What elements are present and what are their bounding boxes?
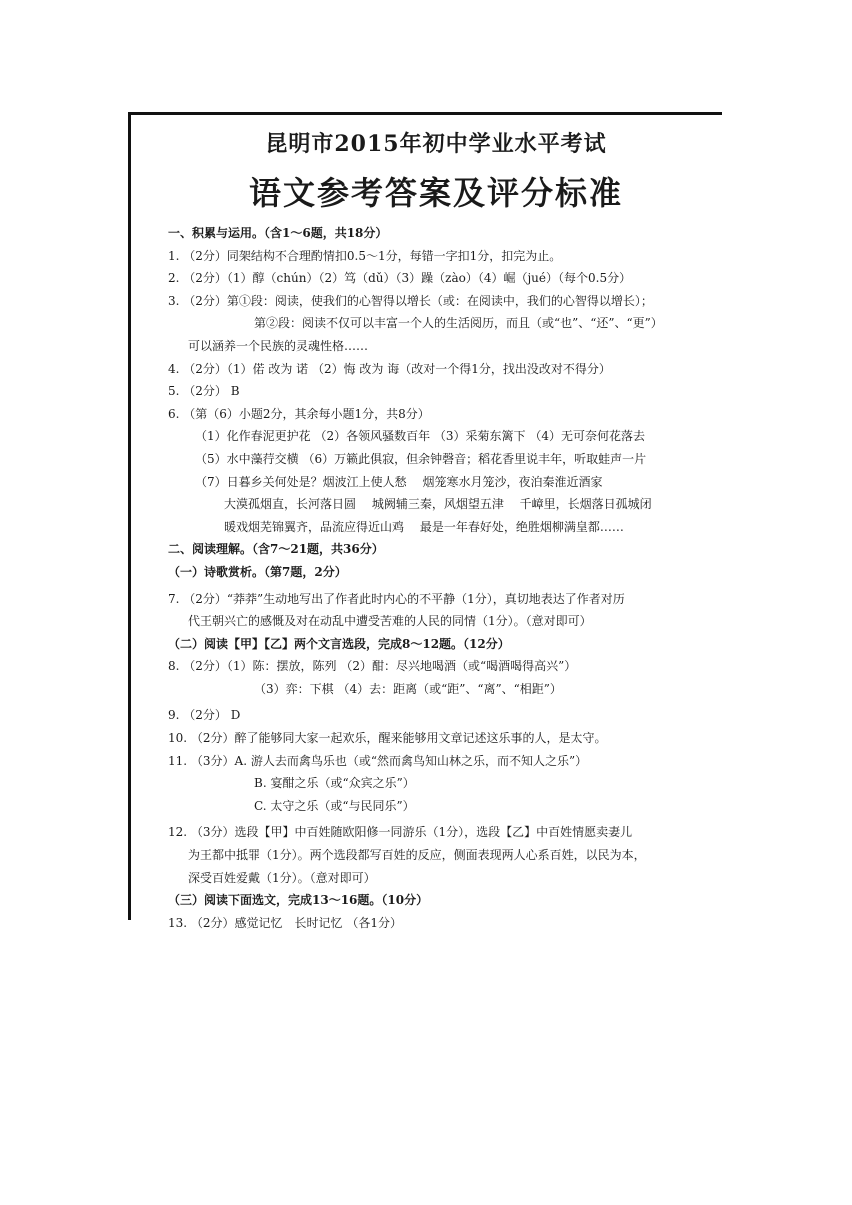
answer-line: 7. （2分）“莽莽”生动地写出了作者此时内心的不平静（1分），真切地表达了作者对历 bbox=[168, 591, 625, 606]
answer-line: B. 宴酣之乐（或“众宾之乐”） bbox=[254, 776, 415, 791]
subsection-heading: （二）阅读【甲】【乙】两个文言选段，完成8～12题。（12分） bbox=[168, 636, 510, 651]
document-title: 语文参考答案及评分标准 bbox=[248, 174, 623, 212]
answer-line: 5. （2分） B bbox=[168, 384, 240, 399]
left-rule bbox=[128, 112, 131, 920]
exam-title: 昆明市2015年初中学业水平考试 bbox=[265, 131, 607, 157]
section-heading: 二、阅读理解。（含7～21题，共36分） bbox=[168, 542, 384, 557]
answer-line: 暖戏烟芜锦翼齐，品流应得近山鸡 最是一年春好处，绝胜烟柳满皇都…… bbox=[224, 519, 624, 534]
subsection-heading: （一）诗歌赏析。（第7题，2分） bbox=[168, 564, 347, 579]
answer-line: 大漠孤烟直，长河落日圆 城阙辅三秦，风烟望五津 千嶂里，长烟落日孤城闭 bbox=[224, 497, 652, 512]
answer-line: 2. （2分）（1）醇（chún）（2）笃（dǔ）（3）躁（zào）（4）崛（jué）（每个0.5分） bbox=[168, 271, 632, 286]
top-rule bbox=[128, 112, 722, 115]
answer-line: （7）日暮乡关何处是？烟波江上使人愁 烟笼寒水月笼沙，夜泊秦淮近酒家 bbox=[195, 474, 603, 489]
answer-line: 11. （3分）A. 游人去而禽鸟乐也（或“然而禽鸟知山林之乐，而不知人之乐”） bbox=[168, 753, 588, 768]
answer-line: 可以涵养一个民族的灵魂性格…… bbox=[188, 338, 369, 353]
answer-line: 12. （3分）选段【甲】中百姓随欧阳修一同游乐（1分），选段【乙】中百姓情愿卖妻儿 bbox=[168, 825, 633, 840]
answer-line: 为王都中抵罪（1分）。两个选段都写百姓的反应，侧面表现两人心系百姓，以民为本， bbox=[188, 848, 646, 863]
answer-line: C. 太守之乐（或“与民同乐”） bbox=[254, 798, 415, 813]
answer-line: 10. （2分）醉了能够同大家一起欢乐，醒来能够用文章记述这乐事的人，是太守。 bbox=[168, 731, 607, 746]
subsection-heading: （三）阅读下面选文，完成13～16题。（10分） bbox=[168, 893, 429, 908]
answer-line: 深受百姓爱戴（1分）。（意对即可） bbox=[188, 870, 376, 885]
answer-line: 代王朝兴亡的感慨及对在动乱中遭受苦难的人民的同情（1分）。（意对即可） bbox=[188, 614, 592, 629]
answer-line: 9. （2分） D bbox=[168, 708, 241, 723]
answer-content bbox=[168, 222, 716, 934]
answer-line: 1. （2分）同架结构不合理酌情扣0.5～1分，每错一字扣1分，扣完为止。 bbox=[168, 248, 562, 263]
answer-line: （3）弈：下棋 （4）去：距离（或“距”、“离”、“相距”） bbox=[254, 681, 562, 696]
answer-line: 3. （2分）第①段：阅读，使我们的心智得以增长（或：在阅读中，我们的心智得以增长）； bbox=[168, 293, 653, 308]
answer-line: （1）化作春泥更护花 （2）各领风骚数百年 （3）采菊东篱下 （4）无可奈何花落去 bbox=[195, 429, 645, 444]
answer-line: 第②段：阅读不仅可以丰富一个人的生活阅历，而且（或“也”、“还”、“更”） bbox=[254, 316, 663, 331]
section-heading: 一、积累与运用。（含1～6题，共18分） bbox=[168, 226, 388, 240]
answer-line: （5）水中藻荇交横 （6）万籁此俱寂，但余钟磬音；稻花香里说丰年，听取蛙声一片 bbox=[195, 451, 647, 466]
answer-line: 8. （2分）（1）陈：摆放，陈列 （2）酣：尽兴地喝酒（或“喝酒喝得高兴”） bbox=[168, 659, 577, 674]
answer-line: 6. （第（6）小题2分，其余每小题1分，共8分） bbox=[168, 406, 430, 421]
answer-line: 4. （2分）（1）偌 改为 诺 （2）悔 改为 诲（改对一个得1分，找出没改对不得分） bbox=[168, 361, 611, 376]
answer-line: 13. （2分）感觉记忆 长时记忆 （各1分） bbox=[168, 915, 402, 930]
